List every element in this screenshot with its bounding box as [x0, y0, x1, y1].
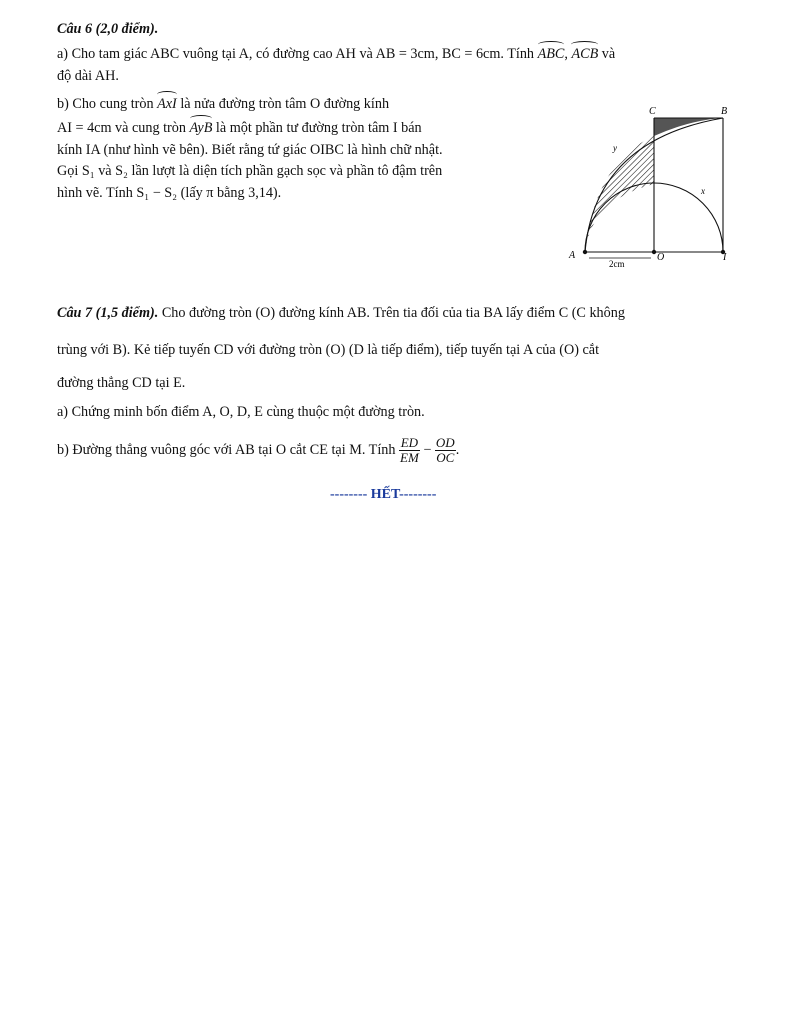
fraction-od-oc [435, 436, 456, 465]
q7-b-pre: b) Đường thẳng vuông góc với AB tại O cắt CE tại M. Tính [57, 442, 400, 458]
angle-acb: ACB [571, 46, 599, 62]
q6-b-line1-post: là nửa đường tròn tâm O đường kính [176, 96, 390, 112]
q7-title: Câu 7 (1,5 điểm). [57, 305, 159, 321]
q7-part-a: a) Chứng minh bốn điểm A, O, D, E cùng thuộc một đường tròn. [57, 404, 425, 420]
angle-abc: ABC [537, 46, 565, 62]
end-marker: -------- HẾT-------- [330, 487, 437, 502]
q6-a-line1-post: và [598, 46, 616, 62]
hatched-region [585, 136, 654, 252]
label-c: C [649, 106, 656, 117]
q6-title: Câu 6 (2,0 điểm). [57, 21, 159, 37]
label-b: B [721, 106, 728, 117]
q6-b-line5: hình vẽ. Tính S₁ − S₂ (lấy π bằng 3,14). [57, 185, 282, 201]
arc-ayb: AyB [189, 120, 213, 136]
geometry-figure [565, 100, 765, 275]
q7-part-b [57, 434, 459, 466]
q7-line2: trùng với B). Kẻ tiếp tuyến CD với đường tròn (O) (D là tiếp điểm), tiếp tuyến tại A của (O) cắt [57, 342, 600, 358]
q7-line1-rest: Cho đường tròn (O) đường kính AB. Trên tia đối của tia BA lấy điểm C (C không [158, 305, 625, 321]
label-x: x [701, 186, 705, 196]
frac1-num: ED [400, 435, 419, 451]
q6-a-line1-pre: a) Cho tam giác ABC vuông tại A, có đường cao AH và AB = 3cm, BC = 6cm. Tính [57, 46, 538, 62]
frac2-den: OC [436, 450, 455, 466]
point-o [652, 250, 656, 254]
q6-b-line2-post: là một phần tư đường tròn tâm I bán [212, 120, 422, 136]
shaded-region [654, 118, 723, 136]
arc-axi: AxI [157, 96, 177, 112]
label-2cm: 2cm [609, 259, 625, 269]
q6-a-line1 [57, 45, 615, 63]
label-o: O [657, 252, 665, 263]
fraction-ed-em [399, 436, 420, 465]
label-a: A [569, 250, 576, 261]
frac1-den: EM [400, 450, 419, 466]
q7-line3: đường thẳng CD tại E. [57, 375, 186, 391]
q7-b-post: . [455, 442, 460, 458]
frac2-num: OD [435, 435, 455, 451]
point-a [583, 250, 587, 254]
q7-line1 [57, 304, 625, 322]
label-i: I [723, 252, 727, 263]
q6-b-line3: kính IA (như hình vẽ bên). Biết rằng tứ giác OIBC là hình chữ nhật. [57, 142, 443, 158]
q6-b-line4: Gọi S₁ và S₂ lần lượt là diện tích phần gạch sọc và phần tô đậm trên [57, 163, 443, 179]
q6-b-line1-pre: b) Cho cung tròn [57, 96, 158, 112]
q6-a-line2: độ dài AH. [57, 68, 119, 84]
q6-b-line2 [57, 119, 422, 137]
q6-b-line1 [57, 95, 389, 113]
label-y: y [613, 143, 617, 153]
q6-a-comma: , [564, 46, 572, 62]
minus-sign: − [419, 442, 435, 458]
q6-b-line2-pre: AI = 4cm và cung tròn [57, 120, 190, 136]
